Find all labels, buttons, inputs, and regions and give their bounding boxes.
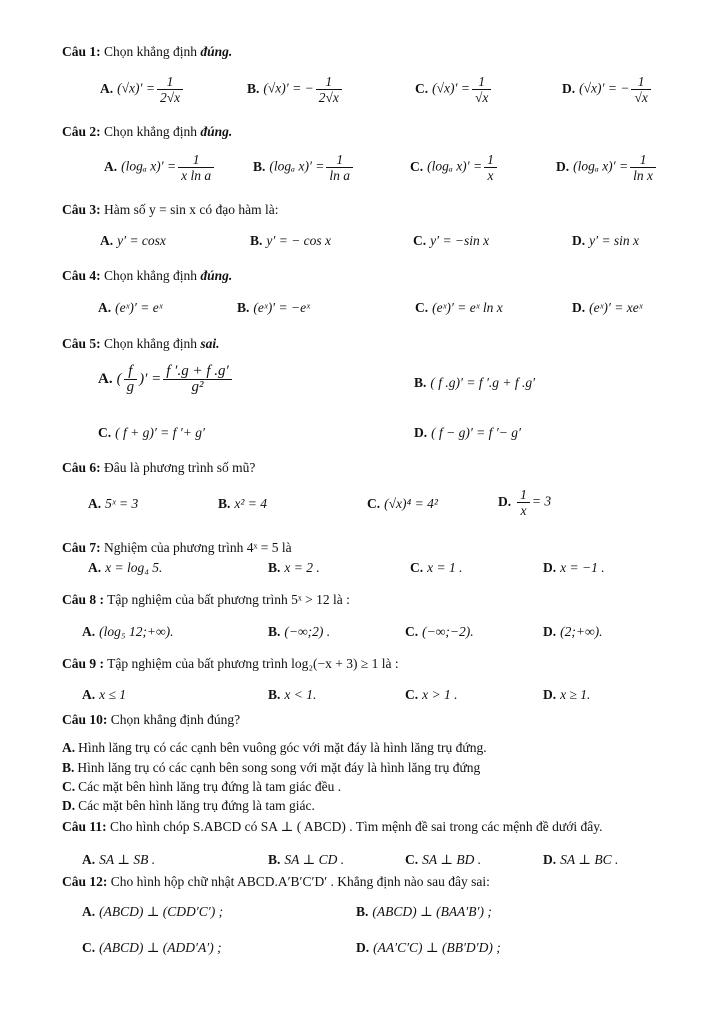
text-expr: ( f + g)′ = f ′+ g′ bbox=[115, 425, 205, 440]
text-expr: x ≥ 1. bbox=[560, 687, 591, 702]
q10-option-a bbox=[62, 740, 487, 756]
q4-option-a bbox=[98, 300, 163, 316]
text-expr: x² = 4 bbox=[234, 496, 268, 511]
question-8 bbox=[62, 592, 350, 608]
q11-option-a bbox=[82, 852, 155, 868]
q8-option-d bbox=[543, 624, 602, 640]
q11-option-b bbox=[268, 852, 344, 868]
q3-option-d bbox=[572, 233, 639, 249]
text-label: C. bbox=[98, 425, 112, 440]
text-expr: x = log₄ 5. bbox=[105, 560, 163, 575]
q1-option-d bbox=[562, 74, 653, 105]
text-label: A. bbox=[100, 233, 114, 248]
question-10 bbox=[62, 712, 240, 728]
text-de: g² bbox=[191, 379, 204, 395]
text-label: D. bbox=[62, 798, 76, 813]
q7-option-b bbox=[268, 560, 320, 576]
q6-option-d bbox=[498, 487, 551, 518]
text-nu: 1 bbox=[316, 74, 342, 90]
text-label: A. bbox=[62, 740, 76, 755]
text-text: Chọn khẳng định bbox=[104, 44, 198, 59]
text-kw: đúng. bbox=[200, 268, 233, 283]
text-expr: SA ⊥ BD . bbox=[422, 852, 482, 867]
q5-option-a bbox=[98, 364, 234, 395]
text-nu: 1 bbox=[178, 152, 214, 168]
text-fnu: f bbox=[124, 364, 138, 380]
text-expr: 5ˣ = 3 bbox=[105, 496, 139, 511]
text-lhs: (logₐ x)′ = bbox=[573, 158, 629, 174]
text-text: Đâu là phương trình số mũ? bbox=[104, 460, 256, 475]
q8-option-c bbox=[405, 624, 474, 640]
text-label: D. bbox=[543, 560, 557, 575]
text-num: Câu 6: bbox=[62, 460, 101, 475]
text-expr: ( f .g)′ = f ′.g + f .g′ bbox=[430, 375, 536, 390]
q7-option-a bbox=[88, 560, 162, 576]
question-1 bbox=[62, 44, 232, 60]
text-label: C. bbox=[405, 852, 419, 867]
q12-option-a bbox=[82, 904, 223, 920]
text-num: Câu 12: bbox=[62, 874, 108, 889]
q8-option-a bbox=[82, 624, 174, 640]
text-expr: x = 1 . bbox=[427, 560, 463, 575]
text-text: Chọn khẳng định bbox=[104, 268, 198, 283]
text-label: C. bbox=[413, 233, 427, 248]
text-label: C. bbox=[405, 687, 419, 702]
q12-option-b bbox=[356, 904, 492, 920]
text-lhs: (√x)′ = bbox=[432, 80, 470, 96]
text-label: D. bbox=[572, 300, 586, 315]
text-expr: (ABCD) ⊥ (BAA′B′) ; bbox=[372, 904, 492, 919]
text-label: D. bbox=[356, 940, 370, 955]
q6-option-b bbox=[218, 496, 267, 512]
text-num: Câu 11: bbox=[62, 819, 107, 834]
question-3 bbox=[62, 202, 278, 218]
text-nu: 1 bbox=[472, 74, 491, 90]
text-label: D. bbox=[543, 624, 557, 639]
text-nu: 1 bbox=[517, 487, 530, 503]
text-expr: y′ = − cos x bbox=[266, 233, 332, 248]
text-expr: x < 1. bbox=[284, 687, 317, 702]
text-num: Câu 5: bbox=[62, 336, 101, 351]
text-label: B. bbox=[237, 300, 250, 315]
text-label: D. bbox=[543, 852, 557, 867]
text-label: C. bbox=[62, 779, 76, 794]
text-pre: ( bbox=[116, 370, 122, 387]
text-text: Tập nghiệm của bất phương trình 5ˣ > 12 là : bbox=[107, 592, 350, 607]
q6-option-c bbox=[367, 496, 438, 512]
q3-option-c bbox=[413, 233, 489, 249]
q12-option-d bbox=[356, 940, 501, 956]
text-expr: (log₅ 12;+∞). bbox=[99, 624, 174, 639]
text-expr: (eˣ)′ = xeˣ bbox=[589, 300, 643, 315]
text-label: C. bbox=[410, 158, 424, 174]
text-num: Câu 10: bbox=[62, 712, 108, 727]
text-label: D. bbox=[543, 687, 557, 702]
q8-option-b bbox=[268, 624, 330, 640]
text-nu: 1 bbox=[630, 152, 656, 168]
question-9 bbox=[62, 656, 399, 672]
q1-option-a bbox=[100, 74, 185, 105]
text-expr: (AA′C′C) ⊥ (BB′D′D) ; bbox=[373, 940, 501, 955]
q10-option-d bbox=[62, 798, 315, 814]
text-lhs: (logₐ x)′ = bbox=[121, 158, 177, 174]
text-label: B. bbox=[268, 852, 281, 867]
q2-option-b bbox=[253, 152, 355, 183]
text-num: Câu 8 : bbox=[62, 592, 105, 607]
question-5 bbox=[62, 336, 220, 352]
text-expr: x > 1 . bbox=[422, 687, 458, 702]
text-expr: (√x)⁴ = 4² bbox=[384, 496, 438, 511]
text-label: C. bbox=[415, 300, 429, 315]
q6-option-a bbox=[88, 496, 138, 512]
q7-option-d bbox=[543, 560, 605, 576]
text-text: Tập nghiệm của bất phương trình log₂(−x + 3) ≥ 1 là : bbox=[107, 656, 399, 671]
q9-option-c bbox=[405, 687, 457, 703]
text-label: C. bbox=[410, 560, 424, 575]
text-de: x ln a bbox=[181, 168, 212, 183]
text-text: Nghiệm của phương trình 4ˣ = 5 là bbox=[104, 540, 292, 555]
text-label: B. bbox=[253, 158, 266, 174]
text-expr: SA ⊥ SB . bbox=[99, 852, 156, 867]
text-nu: 1 bbox=[484, 152, 497, 168]
text-label: B. bbox=[356, 904, 369, 919]
text-expr: y′ = cosx bbox=[117, 233, 166, 248]
text-expr: (−∞;−2). bbox=[422, 624, 474, 639]
text-expr: (2;+∞). bbox=[560, 624, 603, 639]
q3-option-b bbox=[250, 233, 331, 249]
text-label: D. bbox=[572, 233, 586, 248]
text-label: A. bbox=[82, 852, 96, 867]
text-text: Các mặt bên hình lăng trụ đứng là tam giác đều . bbox=[78, 779, 342, 794]
q11-option-c bbox=[405, 852, 481, 868]
text-text: Hình lăng trụ có các cạnh bên vuông góc với mặt đáy là hình lăng trụ đứng. bbox=[78, 740, 487, 755]
q4-option-c bbox=[415, 300, 503, 316]
q5-option-c bbox=[98, 425, 205, 441]
text-de: x bbox=[487, 168, 494, 183]
text-lhs: (logₐ x)′ = bbox=[427, 158, 483, 174]
text-label: B. bbox=[268, 560, 281, 575]
text-num: Câu 2: bbox=[62, 124, 101, 139]
text-label: D. bbox=[562, 80, 576, 96]
text-nu: 1 bbox=[326, 152, 353, 168]
text-fde: g bbox=[126, 379, 135, 395]
text-de: √x bbox=[474, 90, 489, 105]
q4-option-d bbox=[572, 300, 643, 316]
text-expr: SA ⊥ CD . bbox=[284, 852, 345, 867]
q3-option-a bbox=[100, 233, 166, 249]
text-label: A. bbox=[88, 496, 102, 511]
text-label: A. bbox=[98, 370, 113, 387]
text-text: Chọn khẳng định đúng? bbox=[110, 712, 241, 727]
q5-option-d bbox=[414, 425, 521, 441]
text-text: Hàm số y = sin x có đạo hàm là: bbox=[104, 202, 279, 217]
q9-option-d bbox=[543, 687, 590, 703]
text-expr: (eˣ)′ = eˣ ln x bbox=[432, 300, 503, 315]
text-mid: )′ = bbox=[139, 370, 162, 387]
q9-option-b bbox=[268, 687, 316, 703]
q11-option-d bbox=[543, 852, 618, 868]
text-expr: (eˣ)′ = eˣ bbox=[115, 300, 163, 315]
text-text: Hình lăng trụ có các cạnh bên song song với mặt đáy là hình lăng trụ đứng bbox=[77, 760, 481, 775]
text-label: C. bbox=[415, 80, 429, 96]
text-expr: (ABCD) ⊥ (ADD′A′) ; bbox=[99, 940, 222, 955]
text-nu: 1 bbox=[631, 74, 650, 90]
text-kw: đúng. bbox=[200, 124, 233, 139]
text-kw: sai. bbox=[200, 336, 220, 351]
text-label: B. bbox=[218, 496, 231, 511]
text-label: A. bbox=[104, 158, 118, 174]
text-expr: y′ = −sin x bbox=[430, 233, 490, 248]
text-text: Chọn khẳng định bbox=[104, 124, 198, 139]
text-lhs: (√x)′ = − bbox=[263, 80, 314, 96]
text-expr: SA ⊥ BC . bbox=[560, 852, 619, 867]
q2-option-a bbox=[104, 152, 216, 183]
text-num: Câu 1: bbox=[62, 44, 101, 59]
text-lhs: (√x)′ = − bbox=[579, 80, 630, 96]
text-text: Chọn khẳng định bbox=[104, 336, 198, 351]
text-label: A. bbox=[88, 560, 102, 575]
text-label: C. bbox=[82, 940, 96, 955]
text-expr: (eˣ)′ = −eˣ bbox=[253, 300, 310, 315]
text-post: = 3 bbox=[531, 493, 552, 509]
text-nu: f ′.g + f .g′ bbox=[163, 364, 232, 380]
text-label: A. bbox=[82, 687, 96, 702]
text-text: Các mặt bên hình lăng trụ đứng là tam giác. bbox=[78, 798, 315, 813]
text-label: D. bbox=[414, 425, 428, 440]
text-de: 2√x bbox=[318, 90, 339, 105]
text-num: Câu 9 : bbox=[62, 656, 105, 671]
q10-option-b bbox=[62, 760, 480, 776]
text-text: Cho hình chóp S.ABCD có SA ⊥ ( ABCD) . Tìm mệnh đề sai trong các mệnh đề dưới đây. bbox=[110, 819, 603, 834]
question-2 bbox=[62, 124, 232, 140]
text-label: B. bbox=[62, 760, 75, 775]
text-num: Câu 4: bbox=[62, 268, 101, 283]
text-label: A. bbox=[98, 300, 112, 315]
text-expr: y′ = sin x bbox=[589, 233, 640, 248]
text-de: 2√x bbox=[159, 90, 181, 105]
text-kw: đúng. bbox=[200, 44, 233, 59]
text-label: B. bbox=[414, 375, 427, 390]
question-7 bbox=[62, 540, 292, 556]
text-label: B. bbox=[250, 233, 263, 248]
text-expr: (−∞;2) . bbox=[284, 624, 331, 639]
text-expr: x = 2 . bbox=[284, 560, 320, 575]
q9-option-a bbox=[82, 687, 126, 703]
text-label: B. bbox=[268, 624, 281, 639]
q5-option-b bbox=[414, 375, 535, 391]
q1-option-c bbox=[415, 74, 493, 105]
text-nu: 1 bbox=[157, 74, 183, 90]
text-de: √x bbox=[634, 90, 648, 105]
text-label: D. bbox=[498, 493, 512, 509]
q4-option-b bbox=[237, 300, 310, 316]
text-label: A. bbox=[82, 904, 96, 919]
text-label: B. bbox=[268, 687, 281, 702]
question-4 bbox=[62, 268, 232, 284]
text-de: ln x bbox=[633, 168, 653, 183]
text-expr: x ≤ 1 bbox=[99, 687, 127, 702]
text-expr: x = −1 . bbox=[560, 560, 605, 575]
text-expr: ( f − g)′ = f ′− g′ bbox=[431, 425, 521, 440]
text-label: B. bbox=[247, 80, 260, 96]
text-lhs: (logₐ x)′ = bbox=[269, 158, 325, 174]
question-12 bbox=[62, 874, 490, 890]
text-num: Câu 3: bbox=[62, 202, 101, 217]
text-label: D. bbox=[556, 158, 570, 174]
text-num: Câu 7: bbox=[62, 540, 101, 555]
q12-option-c bbox=[82, 940, 222, 956]
q2-option-d bbox=[556, 152, 658, 183]
q10-option-c bbox=[62, 779, 341, 795]
q7-option-c bbox=[410, 560, 462, 576]
text-text: Cho hình hộp chữ nhật ABCD.A′B′C′D′ . Khẳng định nào sau đây sai: bbox=[110, 874, 490, 889]
q1-option-b bbox=[247, 74, 344, 105]
question-6 bbox=[62, 460, 255, 476]
text-lhs: (√x)′ = bbox=[117, 80, 155, 96]
text-label: C. bbox=[367, 496, 381, 511]
text-label: A. bbox=[100, 80, 114, 96]
q2-option-c bbox=[410, 152, 499, 183]
text-expr: (ABCD) ⊥ (CDD′C′) ; bbox=[99, 904, 224, 919]
text-label: A. bbox=[82, 624, 96, 639]
text-de: ln a bbox=[329, 168, 351, 183]
question-11 bbox=[62, 819, 603, 835]
text-label: C. bbox=[405, 624, 419, 639]
text-de: x bbox=[520, 503, 527, 518]
